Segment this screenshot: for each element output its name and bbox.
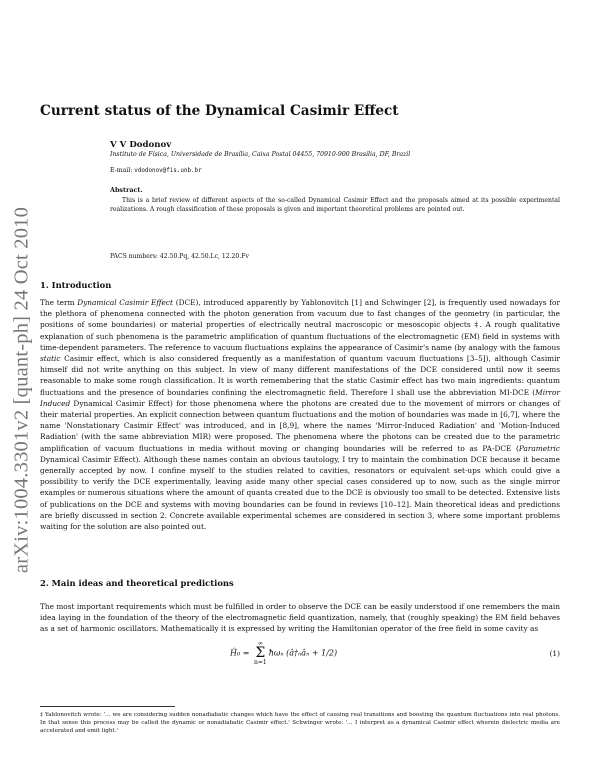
paper-authors: V V Dodonov bbox=[110, 140, 172, 150]
email-address: vdodonov@fis.unb.br bbox=[134, 168, 202, 174]
section-heading-introduction: 1. Introduction bbox=[40, 280, 112, 290]
intro-text-part: Dynamical Casimir Effect). Although these names contain an obvious tautology, I try to maintain the combination DCE because it became generally accepted by now. I confine myself to the studies related to cavities, resonators or equivalent set-ups which could give a possibility to verify the DCE experimentally, leaving aside many other special cases considered up to now, such as the single mirror examples or numerous situations where the amount of quanta created due to the DCE is obviously too small to be detected. Extensive lists of publications on the DCE and systems with moving boundaries can be found in reviews [10–12]. Main theoretical ideas and predictions are briefly discussed in section 2. Concrete available experimental schemes are considered in section 3, where some important problems waiting for the solution are also pointed out. bbox=[40, 454, 560, 532]
intro-text-part: Casimir effect, which is also considered frequently as a manifestation of quantum vacuum fluctuations [3–5]), although Casimir himself did not write anything on this subject. In view of many different manifestations of the DCE considered until now it seems reasonable to make some rough classification. It is worth remembering that the static Casimir effect has two main ingredients: quantum fluctuations and the presence of boundaries confining the electromagnetic field. Therefore I shall use the abbreviation MI-DCE ( bbox=[40, 354, 560, 397]
author-email bbox=[110, 167, 202, 174]
intro-emphasis: Mirror Induced bbox=[40, 387, 560, 408]
introduction-paragraph bbox=[40, 297, 560, 532]
sum-upper-limit: ∞ bbox=[257, 640, 263, 647]
pacs-numbers: PACS numbers: 42.50.Pq, 42.50.Lc, 12.20.Fv bbox=[110, 253, 249, 260]
intro-emphasis: Dynamical Casimir Effect bbox=[77, 298, 173, 307]
paper-title: Current status of the Dynamical Casimir Effect bbox=[40, 103, 399, 119]
section-heading-main-ideas: 2. Main ideas and theoretical predictions bbox=[40, 578, 234, 588]
arxiv-identifier: arXiv:1004.3301v2 [quant-ph] 24 Oct 2010 bbox=[10, 206, 33, 574]
abstract-heading: Abstract. bbox=[110, 186, 143, 194]
equation-number: (1) bbox=[549, 649, 560, 658]
footnote-divider bbox=[40, 706, 175, 707]
equation-rhs: ħωₙ (â†ₙâₙ + 1/2) bbox=[268, 648, 338, 658]
footnote: ‡ Yablonovitch wrote: '... we are considering sudden nonadiabatic changes which have the effect of causing real transitions and boosting the quantum fluctuations into real photons. In that sense this process may be called the dynamic or nonadiabatic Casimir effect.' Schwinger wrote: '... I interpret as a dynamical Casimir effect wherein dielectric media are accelerated and emit light.' bbox=[40, 712, 560, 735]
intro-emphasis: static bbox=[40, 354, 61, 364]
intro-text-part: The term bbox=[40, 298, 78, 307]
author-affiliation: Instituto de Física, Universidade de Brasília, Caixa Postal 04455, 70910-900 Brasília, DF, Brazil bbox=[110, 151, 411, 158]
intro-emphasis: Parametric bbox=[518, 443, 560, 453]
equation-formula bbox=[230, 641, 337, 666]
arxiv-sidebar bbox=[2, 190, 42, 590]
equation-lhs: Ĥ₀ = bbox=[230, 648, 252, 658]
main-ideas-paragraph: The most important requirements which must be fulfilled in order to observe the DCE can be easily understood if one remembers the main idea laying in the foundation of the theory of the electromagnetic field quantization, namely, that (roughly speaking) the EM field behaves as a set of harmonic oscillators. Mathematically it is expressed by writing the Hamiltonian operator of the free field in some cavity as bbox=[40, 602, 560, 634]
abstract-text: This is a brief review of different aspects of the so-called Dynamical Casimir Effect and the proposals aimed at its possible experimental realizations. A rough classification of these proposals is given and important theoretical problems are pointed out. bbox=[110, 197, 560, 214]
sum-lower-limit: n=1 bbox=[253, 659, 267, 666]
equation-hamiltonian bbox=[40, 637, 560, 677]
email-label: E-mail: bbox=[110, 167, 135, 174]
intro-text-part: (DCE), introduced apparently by Yablonovitch [1] and Schwinger [2], is frequently used nowadays for the plethora of phenomena connected with the photon generation from vacuum due to fast changes of the geometry (in particular, the positions of some boundaries) or material properties of electrically neutral macroscopic or mesoscopic objects ‡. A rough qualitative explanation of such phenomena is the parametric amplification of quantum fluctuations of the electromagnetic (EM) field in systems with time-dependent parameters. The reference to vacuum fluctuations explains the appearance of Casimir's name (by analogy with the famous bbox=[40, 298, 560, 352]
intro-text-part: Dynamical Casimir Effect) for those phenomena where the photons are created due to the movement of mirrors or changes of their material properties. An explicit connection between quantum fluctuations and the motion of boundaries was made in [6,7], where the name 'Nonstationary Casimir Effect' was introduced, and in [8,9], where the names 'Mirror-Induced Radiation' and 'Motion-Induced Radiation' (with the same abbreviation MIR) were proposed. The phenomena where the photons can be created due to the parametric amplification of vacuum fluctuations in media without moving or changing boundaries will be referred to as PA-DCE ( bbox=[40, 398, 560, 453]
summation-symbol: ∞ Σ n=1 bbox=[253, 640, 267, 666]
